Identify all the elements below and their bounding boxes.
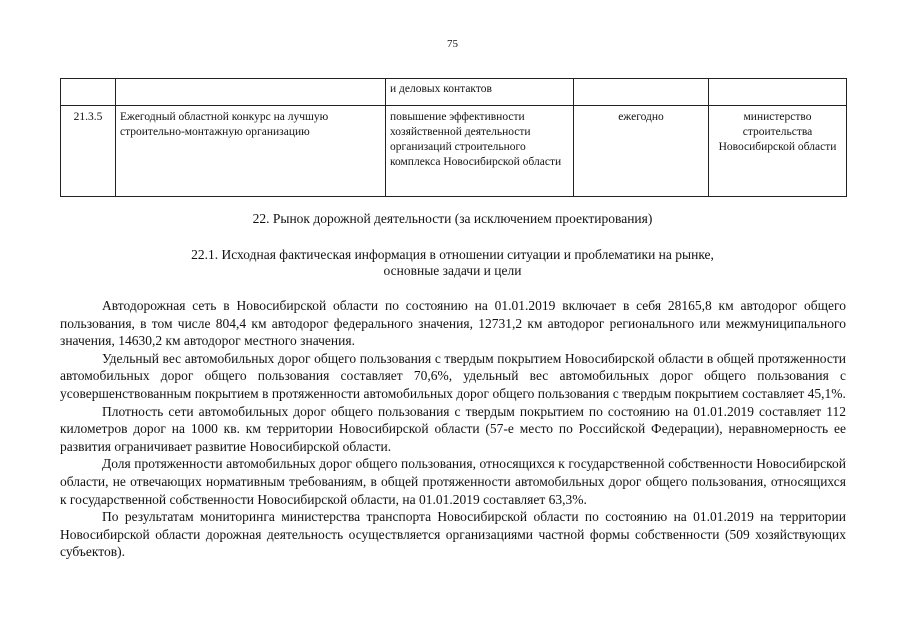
page-number: 75 [447,38,458,50]
paragraph: Доля протяженности автомобильных дорог общего пользования, относящихся к государственной собственности Новосибирской области, не отвечающих нормативным требованиям, в общей протяженности автомобильных дорог общего пользования, относящихся к государственной собственности Новосибирской области, на 01.01.2019 составляет 63,3%. [60,456,846,507]
measures-table [60,78,847,197]
subsection-title-line-2: основные задачи и цели [383,263,522,278]
cell-period [574,79,709,106]
paragraph: По результатам мониторинга министерства транспорта Новосибирской области по состоянию на 01.01.2019 на территории Новосибирской области дорожная деятельность осуществляется организациями частной формы собственности (509 хозяйствующих субъектов). [60,509,846,560]
section-title: 22. Рынок дорожной деятельности (за исключением проектирования) [252,211,653,226]
paragraph: Плотность сети автомобильных дорог общего пользования с твердым покрытием по состоянию на 01.01.2019 составляет 112 километров дорог на 1000 кв. км территории Новосибирской области (57-е место по Российской Федерации), неравномерность ее развития ограничивает развитие Новосибирской области. [60,403,846,454]
table-row-continuation [61,79,847,106]
body-text [60,297,846,561]
cell-number: 21.3.5 [61,106,116,197]
paragraph: Автодорожная сеть в Новосибирской области по состоянию на 01.01.2019 включает в себя 28165,8 км автодорог общего пользования, в том числе 804,4 км автодорог федерального значения, 12731,2 км автодорог регионального или межмуниципального значения, 14630,2 км автодорог местного значения. [60,298,846,349]
cell-number [61,79,116,106]
cell-event [116,79,386,106]
cell-goal: и деловых контактов [386,79,574,106]
cell-period: ежегодно [574,106,709,197]
cell-responsible: министерство строительства Новосибирской области [709,106,847,197]
cell-responsible [709,79,847,106]
cell-event: Ежегодный областной конкурс на лучшую строительно-монтажную организацию [116,106,386,197]
subsection-title [0,247,905,279]
paragraph: Удельный вес автомобильных дорог общего пользования с твердым покрытием Новосибирской области в общей протяженности автомобильных дорог общего пользования составляет 70,6%, удельный вес автомобильных дорог общего пользования с усовершенствованным покрытием в протяженности автомобильных дорог общего пользования с твердым покрытием составляет 45,1%. [60,350,846,401]
cell-goal: повышение эффективности хозяйственной деятельности организаций строительного комплекса Новосибирской области [386,106,574,197]
subsection-title-line-1: 22.1. Исходная фактическая информация в отношении ситуации и проблематики на рынке, [191,247,714,262]
table-row [61,106,847,197]
